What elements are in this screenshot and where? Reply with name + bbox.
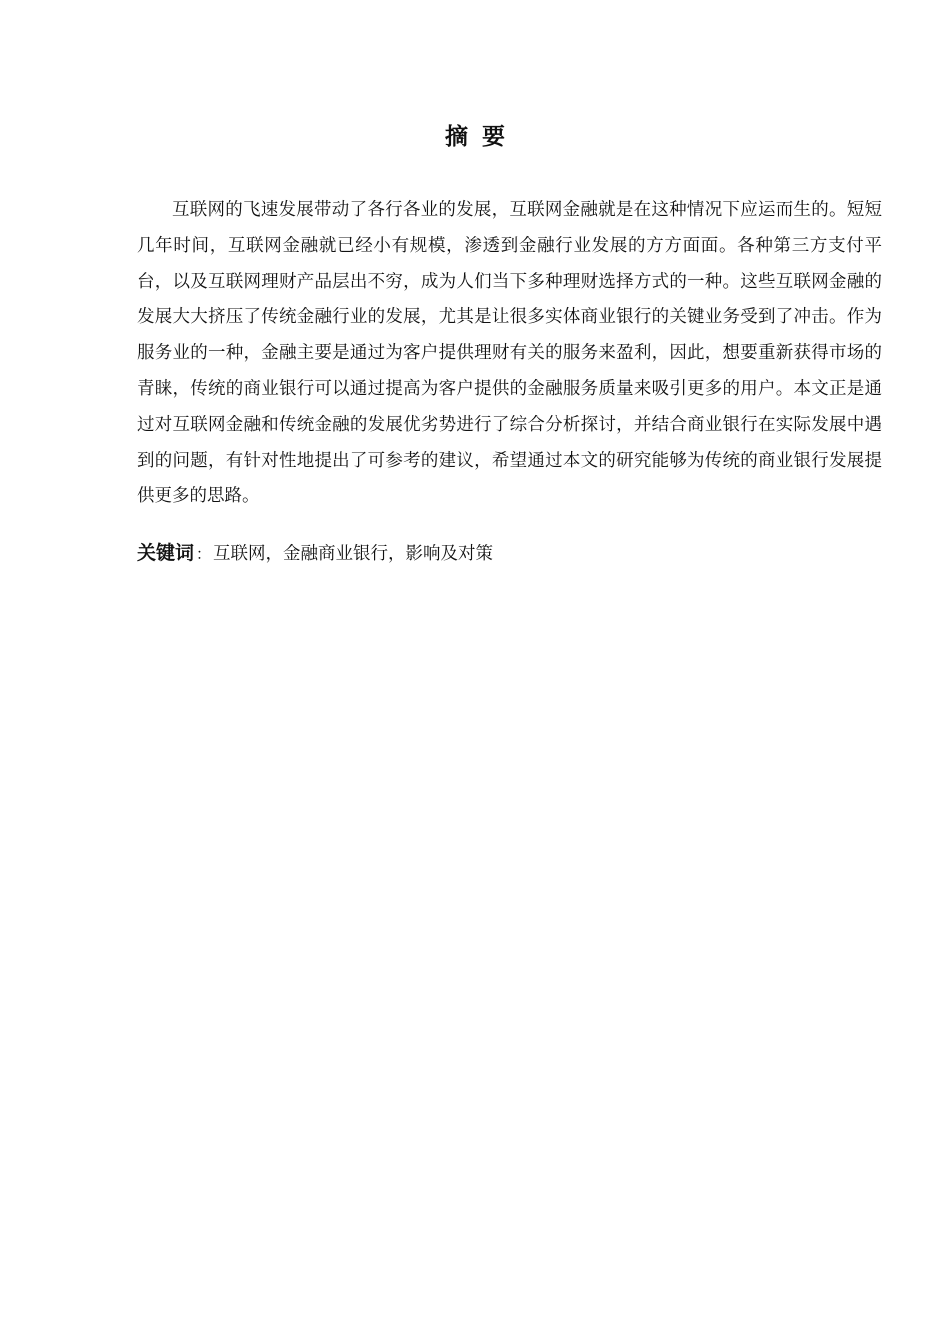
abstract-title: 摘要 [445, 124, 519, 150]
keywords-separator: ： [196, 545, 212, 563]
keywords-label: 关键词 [137, 542, 195, 564]
abstract-body: 互联网的飞速发展带动了各行各业的发展，互联网金融就是在这种情况下应运而生的。短短几年时间，互联网金融就已经小有规模，渗透到金融行业发展的方方面面。各种第三方支付平台，以及互联网理财产品层出不穷，成为人们当下多种理财选择方式的一种。这些互联网金融的发展大大挤压了传统金融行业的发展，尤其是让很多实体商业银行的关键业务受到了冲击。作为服务业的一种，金融主要是通过为客户提供理财有关的服务来盈利，因此，想要重新获得市场的青睐，传统的商业银行可以通过提高为客户提供的金融服务质量来吸引更多的用户。本文正是通过对互联网金融和传统金融的发展优劣势进行了综合分析探讨，并结合商业银行在实际发展中遇到的问题，有针对性地提出了可参考的建议，希望通过本文的研究能够为传统的商业银行发展提供更多的思路。 [137, 200, 882, 507]
keywords-value: 互联网，金融商业银行，影响及对策 [213, 544, 494, 564]
keywords-line [137, 536, 882, 572]
